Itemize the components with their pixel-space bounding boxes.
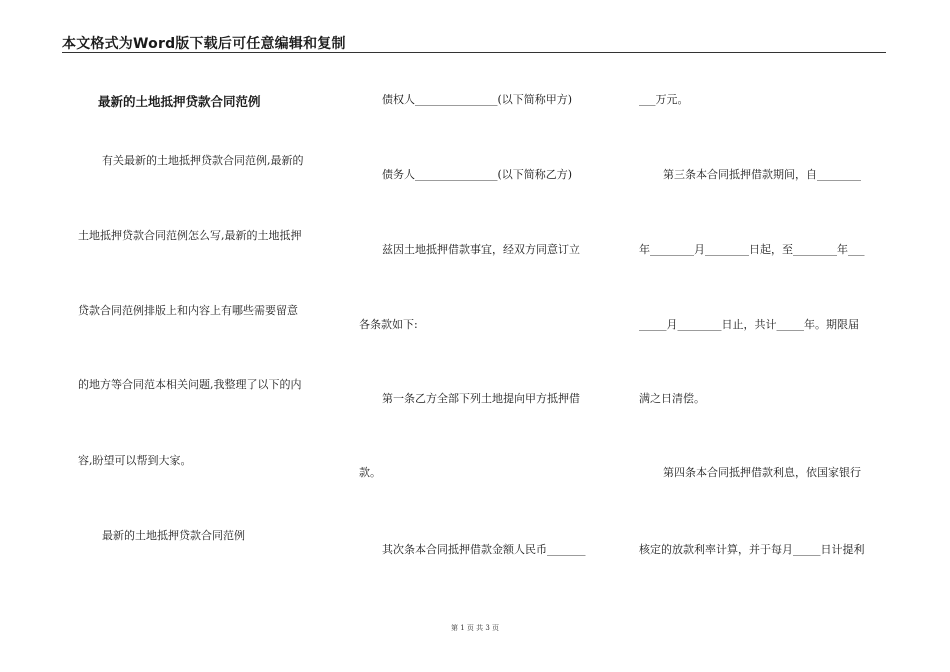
col1-line-1: 有关最新的土地抵押贷款合同范例,最新的 [102, 154, 304, 167]
col2-line-6: 款。 [359, 466, 381, 479]
col3-line-3: 年________月________日起，至________年___ [639, 243, 865, 256]
col3-line-5: 满之日清偿。 [639, 392, 705, 405]
header-title: 本文格式为Word版下载后可任意编辑和复制 [62, 36, 346, 52]
col1-line-4: 的地方等合同范本相关问题,我整理了以下的内 [78, 378, 302, 391]
col3-line-1: ___万元。 [639, 93, 689, 106]
col3-line-7: 核定的放款利率计算，并于每月_____日计提利 [639, 543, 865, 556]
col2-line-5: 第一条乙方全部下列土地提向甲方抵押借 [382, 392, 580, 405]
col1-line-5: 容,盼望可以帮到大家。 [78, 454, 192, 467]
col1-line-2: 土地抵押贷款合同范例怎么写,最新的土地抵押 [78, 229, 302, 242]
col3-line-2: 第三条本合同抵押借款期间，自________ [663, 168, 861, 181]
col2-line-1: 债权人_______________(以下简称甲方) [382, 93, 573, 106]
col1-line-6: 最新的土地抵押贷款合同范例 [102, 529, 245, 542]
col2-line-7: 其次条本合同抵押借款金额人民币_______ [382, 543, 586, 556]
document-title: 最新的土地抵押贷款合同范例 [98, 94, 261, 109]
col1-line-3: 贷款合同范例排版上和内容上有哪些需要留意 [78, 304, 298, 317]
col3-line-6: 第四条本合同抵押借款利息，依国家银行 [663, 466, 861, 479]
col2-line-3: 兹因土地抵押借款事宜，经双方同意订立 [382, 243, 580, 256]
col3-line-4: _____月________日止，共计_____年。期限届 [639, 318, 859, 331]
col2-line-4: 各条款如下: [359, 318, 418, 331]
col2-line-2: 债务人_______________(以下简称乙方) [382, 168, 573, 181]
page-number: 第 1 页 共 3 页 [450, 624, 500, 632]
